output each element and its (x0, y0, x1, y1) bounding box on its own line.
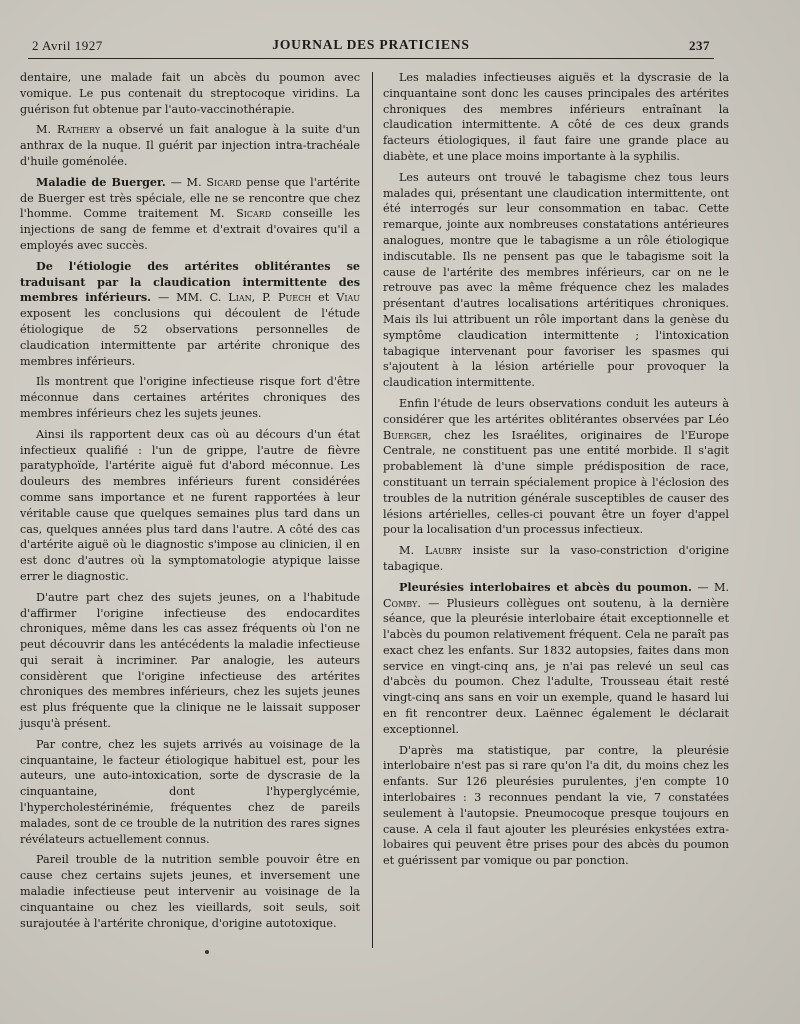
paragraph: Maladie de Buerger. — M. Sicard pense que l'artérite de Buerger est très spéciale, elle ne se rencontre que chez l'homme. Comme traitement M. Sicard conseille les injections de sang de femme et d'extrait d'ovaires qu'il a employés avec succès. (20, 174, 360, 252)
paragraph: Par contre, chez les sujets arrivés au voisinage de la cinquantaine, le facteur étiologique habituel est, pour les auteurs, une auto-intoxication, sorte de dyscrasie de la cinquantaine, dont l'hyperglycémie, l'hypercholestérinémie, fréquentes chez de pareils malades, sont de ce trouble de la nutrition des rares signes révélateurs actuellement connus. (20, 737, 360, 846)
paragraph: M. Rathery a observé un fait analogue à la suite d'un anthrax de la nuque. Il guérit par injection intra-trachéale d'huile goménolée. (20, 123, 360, 168)
section-heading: Pleurésies interlobaires et abcès du poumon. (399, 579, 692, 594)
paragraph: Les maladies infectieuses aiguës et la dyscrasie de la cinquantaine sont donc les causes principales des artérites chroniques des membres inférieurs entraînant la claudication intermittente. A côté de ces deux grands facteurs étiologiques, il faut faire une grande place au diabète, et une place moins importante à la syphilis. (383, 71, 729, 163)
paragraph: D'après ma statistique, par contre, la pleurésie interlobaire n'est pas si rare qu'on l'a dit, du moins chez les enfants. Sur 126 pleurésies purulentes, j'en compte 10 interlobaires : 3 reconnues pendant la vie, 7 constatées seulement à l'autopsie. Pneumocoque presque toujours en cause. A cela il faut ajouter les pleurésies enkystées extra-lobaires qui peuvent être prises pour des abcès du poumon et guérissent par vomique ou par ponction. (383, 743, 729, 868)
issue-date: 2 Avril 1927 (32, 38, 103, 53)
paragraph: Les auteurs ont trouvé le tabagisme chez tous leurs malades qui, présentant une claudication intermittente, ont été interrogés sur leur consommation en tabac. Cette remarque, jointe aux nombreuses constatations antérieures analogues, montre que le tabagisme a un rôle étiologique indiscutable. Ils ne pensent pas que le tabagisme soit la cause de l'artérite des membres inférieurs, car on ne le retrouve pas avec la même fréquence chez les malades présentant d'autres localisations artéritiques chroniques. Mais ils lui attribuent un rôle important dans la genèse du symptôme claudication intermittente ; l'intoxication tabagique intervenant pour favoriser les spasmes qui s'ajoutent à la lésion artérielle pour provoquer la claudication intermittente. (383, 170, 729, 390)
paragraph: Pareil trouble de la nutrition semble pouvoir être en cause chez certains sujets jeunes, et inversement une maladie infectieuse peut intervenir au voisinage de la cinquantaine ou chez les vieillards, soit seuls, soit surajoutée à l'artérite chronique, d'origine autotoxique. (20, 853, 360, 930)
paragraph: dentaire, une malade fait un abcès du poumon avec vomique. Le pus contenait du streptocoque viridins. La guérison fut obtenue par l'auto-vaccinothérapie. (20, 71, 360, 116)
journal-title: JOURNAL DES PRATICIENS (272, 37, 470, 52)
author-name: Sicard (236, 207, 272, 221)
column-divider (372, 72, 373, 948)
section-heading: De l'étiologie des artérites oblitérantes se traduisant par la claudication intermittente des membres inférieurs. (20, 258, 360, 305)
author-name: Comby (383, 596, 418, 610)
print-mark (205, 950, 209, 954)
right-column (383, 70, 729, 874)
section-heading: Maladie de Buerger. (36, 174, 166, 189)
author-name: Lian (228, 291, 252, 305)
paragraph: D'autre part chez des sujets jeunes, on a l'habitude d'affirmer l'origine infectieuse des endocardites chroniques, même dans les cas assez fréquents où l'on ne peut découvrir dans les antécédents la maladie infectieuse qui serait à incriminer. Par analogie, les auteurs considèrent que l'origine infectieuse des artérites chroniques des membres inférieurs, chez les sujets jeunes est plus fréquente que la clinique ne le laissait supposer jusqu'à présent. (20, 590, 360, 731)
paragraph: M. Laubry insiste sur la vaso-constriction d'origine tabagique. (383, 544, 729, 573)
author-name: Laubry (424, 544, 462, 558)
author-name: Viau (336, 291, 361, 305)
running-header (28, 36, 714, 59)
paragraph: Enfin l'étude de leurs observations conduit les auteurs à considérer que les artérites oblitérantes observées par Léo Buerger, chez les Israélites, originaires de l'Europe Centrale, ne constituent pas une entité morbide. Il s'agit probablement là d'une simple prédisposition de race, constituant un terrain spécialement propice à l'éclosion des troubles de la nutrition générale susceptibles de causer des lésions artérielles, celles-ci pouvant être un foyer d'appel pour la localisation d'un processus infectieux. (383, 396, 729, 537)
author-name: M. Rathery (36, 123, 101, 137)
left-column (20, 70, 360, 936)
paragraph: De l'étiologie des artérites oblitérantes se traduisant par la claudication intermittente des membres inférieurs. — MM. C. Lian, P. Puech et Viau exposent les conclusions qui découlent de l'étude étiologique de 52 observations personnelles de claudication intermittente par artérite chronique des membres inférieurs. (20, 258, 361, 368)
paragraph: Pleurésies interlobaires et abcès du poumon. — M. Comby. — Plusieurs collègues ont soutenu, à la dernière séance, que la pleurésie interlobaire était exceptionnelle et l'abcès du poumon relativement fréquent. Cela ne paraît pas exact chez les enfants. Sur 1832 autopsies, faites dans mon service en vingt-cinq ans, je n'ai pas relevé un seul cas d'abcès du poumon. Chez l'adulte, Trousseau était resté vingt-cinq ans sans en voir un exemple, quand le hasard lui en fit rencontrer deux. Laënnec également le déclarait exceptionnel. (383, 579, 729, 736)
paragraph: Ils montrent que l'origine infectieuse risque fort d'être méconnue dans certaines artérites chroniques des membres inférieurs chez les sujets jeunes. (20, 375, 360, 420)
page-number: 237 (689, 38, 710, 53)
author-name: Puech (277, 291, 312, 305)
paragraph: Ainsi ils rapportent deux cas où au décours d'un état infectieux qualifié : l'un de grippe, l'autre de fièvre paratyphoïde, l'artérite aiguë fut d'abord méconnue. Les douleurs des membres inférieurs furent considérées comme sans importance et ne furent rapportées à leur véritable cause que quelques semaines plus tard dans un cas, quelques années plus tard dans l'autre. A côté des cas d'artérite aiguë où le diagnostic s'impose au clinicien, il en est donc d'autres où la symptomatologie atypique laisse errer le diagnostic. (20, 427, 360, 583)
author-name: Sicard (206, 175, 242, 189)
author-name: Buerger (383, 428, 429, 442)
